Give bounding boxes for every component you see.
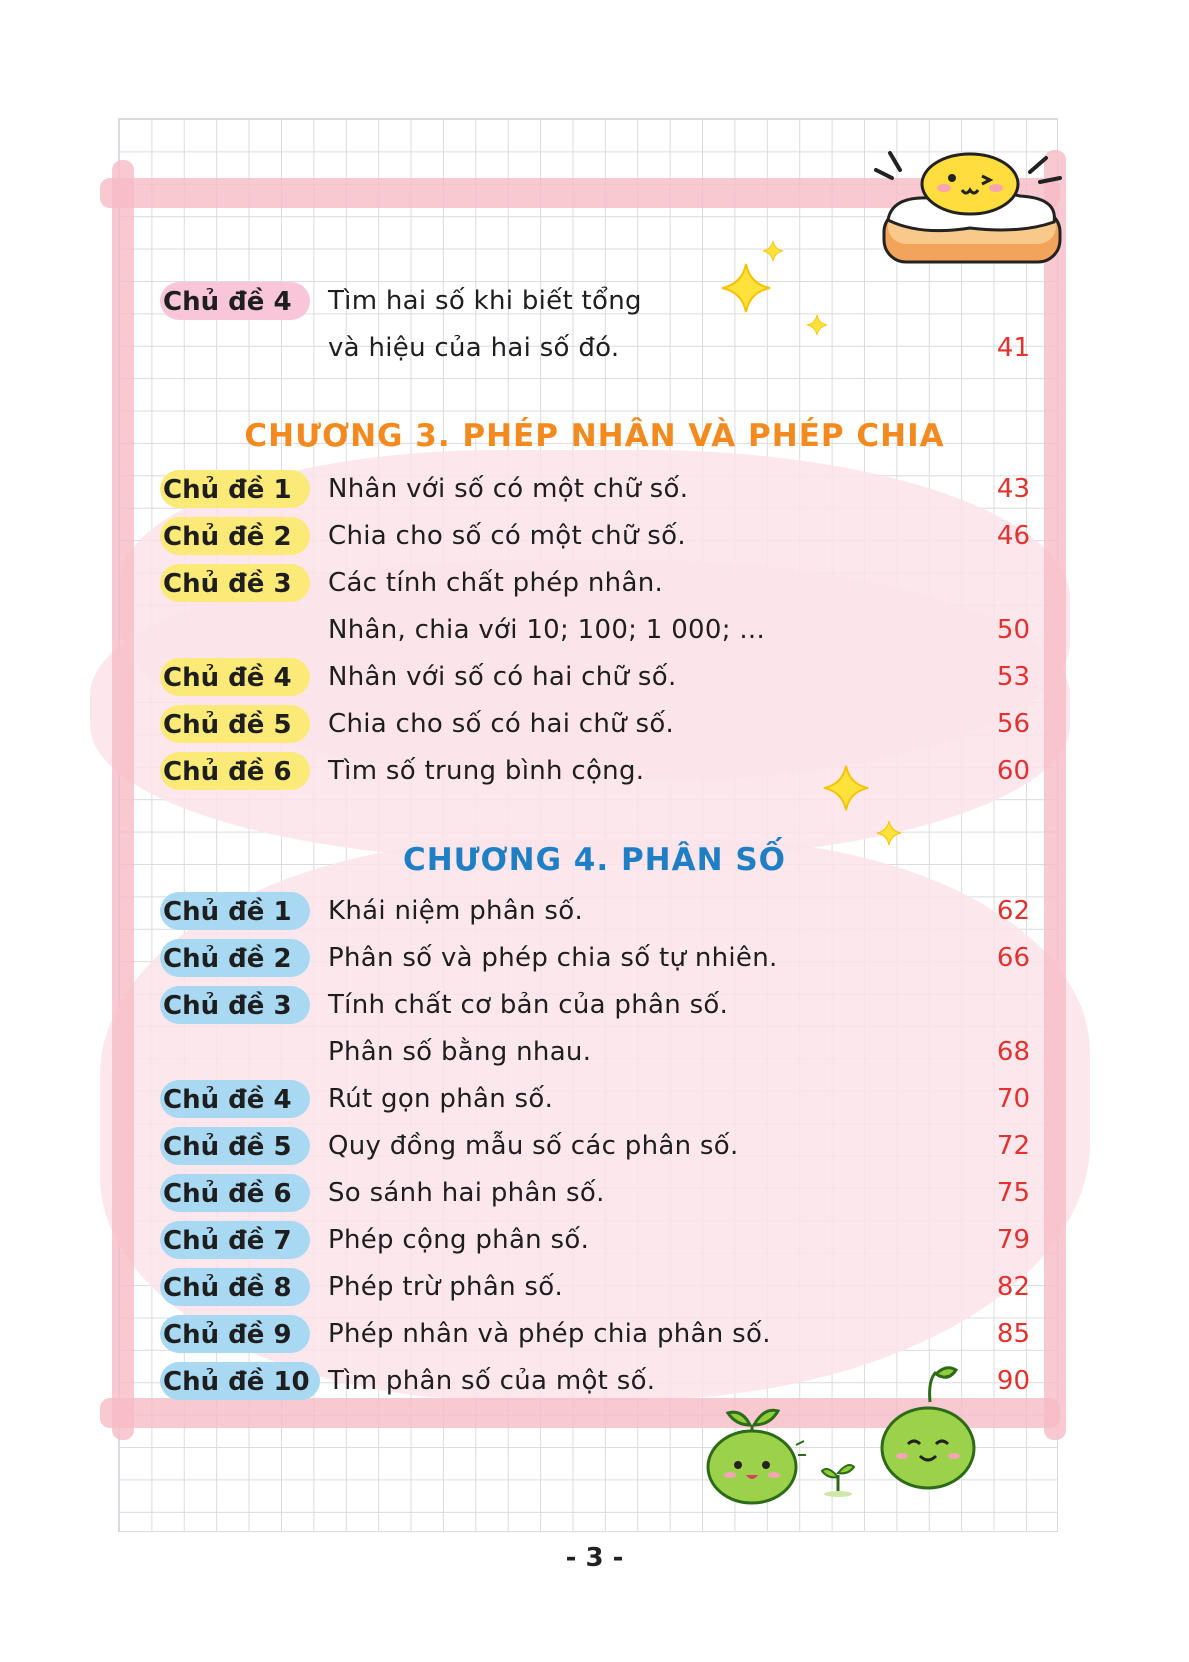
sparkle-star-icon <box>762 240 784 262</box>
page-number: 82 <box>996 1272 1030 1302</box>
topic-title: Khái niệm phân số. <box>328 896 584 926</box>
topic-label: Chủ đề 4 <box>163 1085 292 1115</box>
toc-row[interactable] <box>160 937 1030 981</box>
topic-title: Tìm hai số khi biết tổng <box>328 286 642 316</box>
topic-label: Chủ đề 10 <box>163 1367 310 1397</box>
toc-row-continuation[interactable] <box>160 609 1030 653</box>
toc-row[interactable] <box>160 515 1030 559</box>
topic-label: Chủ đề 5 <box>163 1132 292 1162</box>
toc-row[interactable] <box>160 1125 1030 1169</box>
page-number: 60 <box>996 756 1030 786</box>
page-number: 56 <box>996 709 1030 739</box>
toc-row[interactable] <box>160 1172 1030 1216</box>
toc-row[interactable] <box>160 1219 1030 1263</box>
topic-title: Phân số và phép chia số tự nhiên. <box>328 943 778 973</box>
topic-label: Chủ đề 6 <box>163 1179 292 1209</box>
page-number: 41 <box>996 333 1030 363</box>
topic-title: So sánh hai phân số. <box>328 1178 605 1208</box>
topic-label: Chủ đề 8 <box>163 1273 292 1303</box>
toc-row[interactable] <box>160 1313 1030 1357</box>
topic-title: Phép trừ phân số. <box>328 1272 564 1302</box>
topic-title: Rút gọn phân số. <box>328 1084 554 1114</box>
page-number: 53 <box>996 662 1030 692</box>
page-footer-number: - 3 - <box>565 1543 624 1573</box>
page-number: 90 <box>996 1366 1030 1396</box>
topic-label: Chủ đề 9 <box>163 1320 292 1350</box>
topic-label: Chủ đề 3 <box>163 569 292 599</box>
topic-label: Chủ đề 7 <box>163 1226 292 1256</box>
toc-row-continuation[interactable] <box>160 327 1030 371</box>
topic-title: Phép nhân và phép chia phân số. <box>328 1319 771 1349</box>
chapter-3-title: CHƯƠNG 3. PHÉP NHÂN VÀ PHÉP CHIA <box>244 418 945 454</box>
topic-title: Chia cho số có hai chữ số. <box>328 709 675 739</box>
chapter-4-title: CHƯƠNG 4. PHÂN SỐ <box>402 842 787 878</box>
page-number: 70 <box>996 1084 1030 1114</box>
page-number: 46 <box>996 521 1030 551</box>
topic-title: Nhân với số có hai chữ số. <box>328 662 677 692</box>
topic-label: Chủ đề 5 <box>163 710 292 740</box>
topic-label: Chủ đề 1 <box>163 475 292 505</box>
page-number: 72 <box>996 1131 1030 1161</box>
frame-left-stroke <box>112 160 134 1440</box>
green-sprout-character-icon <box>700 1395 810 1505</box>
topic-label: Chủ đề 4 <box>163 663 292 693</box>
page-number: 50 <box>996 615 1030 645</box>
topic-title: Tính chất cơ bản của phân số. <box>328 990 729 1020</box>
page-number: 62 <box>996 896 1030 926</box>
topic-title: Tìm phân số của một số. <box>328 1366 656 1396</box>
toc-row[interactable] <box>160 750 1030 794</box>
page-number: 85 <box>996 1319 1030 1349</box>
toc-row[interactable] <box>160 1078 1030 1122</box>
topic-label: Chủ đề 1 <box>163 897 292 927</box>
topic-label: Chủ đề 6 <box>163 757 292 787</box>
topic-label: Chủ đề 3 <box>163 991 292 1021</box>
topic-label: Chủ đề 2 <box>163 522 292 552</box>
toc-row[interactable] <box>160 703 1030 747</box>
frame-right-stroke <box>1044 150 1066 1440</box>
toc-row[interactable] <box>160 984 1030 1028</box>
toc-row[interactable] <box>160 890 1030 934</box>
toc-row[interactable] <box>160 562 1030 606</box>
topic-title: Nhân với số có một chữ số. <box>328 474 689 504</box>
topic-title: và hiệu của hai số đó. <box>328 333 620 363</box>
toc-row[interactable] <box>160 656 1030 700</box>
page-number: 68 <box>996 1037 1030 1067</box>
topic-title: Nhân, chia với 10; 100; 1 000; ... <box>328 615 766 645</box>
toc-row[interactable] <box>160 1266 1030 1310</box>
green-sprout-character-icon <box>872 1362 982 1492</box>
toc-row[interactable] <box>160 468 1030 512</box>
topic-title: Phép cộng phân số. <box>328 1225 590 1255</box>
toc-row[interactable] <box>160 280 1030 324</box>
topic-label: Chủ đề 4 <box>163 287 292 317</box>
topic-label: Chủ đề 2 <box>163 944 292 974</box>
toc-row-continuation[interactable] <box>160 1031 1030 1075</box>
page-number: 66 <box>996 943 1030 973</box>
sprout-icon <box>818 1455 858 1497</box>
topic-title: Chia cho số có một chữ số. <box>328 521 686 551</box>
page-number: 43 <box>996 474 1030 504</box>
topic-title: Phân số bằng nhau. <box>328 1037 592 1067</box>
page-number: 75 <box>996 1178 1030 1208</box>
topic-title: Các tính chất phép nhân. <box>328 568 664 598</box>
page-number: 79 <box>996 1225 1030 1255</box>
topic-title: Quy đồng mẫu số các phân số. <box>328 1131 739 1161</box>
toast-egg-icon <box>870 148 1070 273</box>
topic-title: Tìm số trung bình cộng. <box>328 756 645 786</box>
